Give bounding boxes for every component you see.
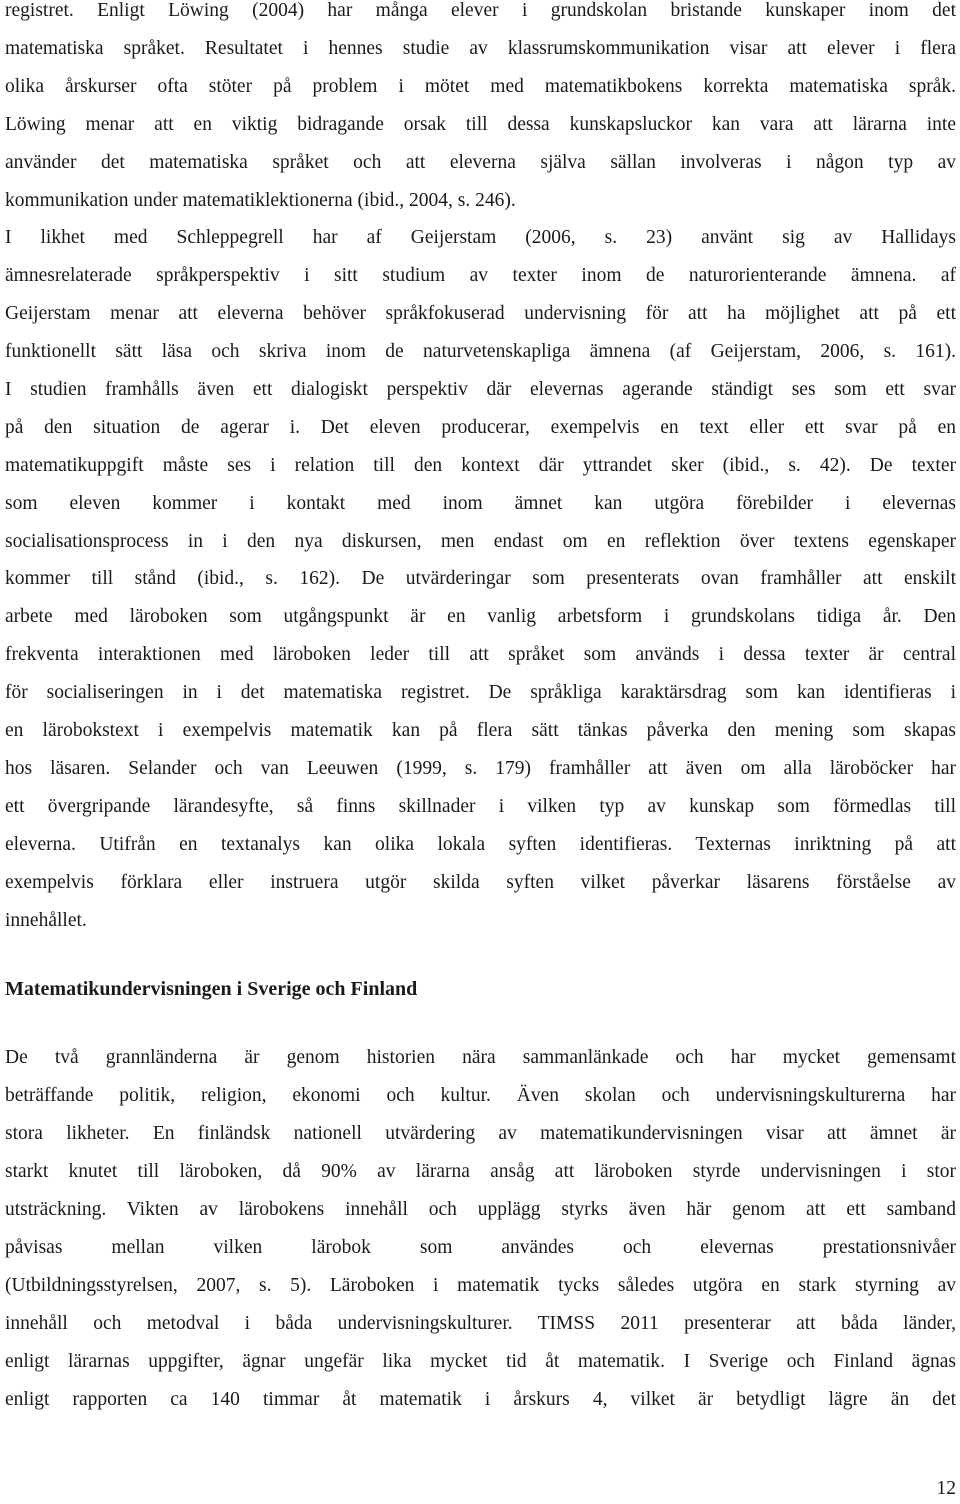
text-line: enligt lärarnas uppgifter, ägnar ungefär lika mycket tid åt matematik. I Sverige och Finland ägnas — [5, 1351, 956, 1372]
text-line: stora likheter. En finländsk nationell utvärdering av matematikundervisningen visar att ämnet är — [5, 1123, 956, 1144]
text-line: hos läsaren. Selander och van Leeuwen (1999, s. 179) framhåller att även om alla läroböcker har — [5, 758, 956, 779]
text-line: (Utbildningsstyrelsen, 2007, s. 5). Läroboken i matematik tycks således utgöra en stark styrning av — [5, 1275, 956, 1296]
text-line: exempelvis förklara eller instruera utgör skilda syften vilket påverkar läsarens förståelse av — [5, 872, 956, 893]
text-line: påvisas mellan vilken lärobok som användes och elevernas prestationsnivåer — [5, 1237, 956, 1258]
text-line: kommer till stånd (ibid., s. 162). De utvärderingar som presenterats ovan framhåller att enskilt — [5, 568, 956, 589]
text-line: socialisationsprocess in i den nya diskursen, men endast om en reflektion över textens egenskaper — [5, 531, 956, 552]
text-line: som eleven kommer i kontakt med inom ämnet kan utgöra förebilder i elevernas — [5, 493, 956, 514]
text-line: starkt knutet till läroboken, då 90% av lärarna ansåg att läroboken styrde undervisningen i stor — [5, 1161, 956, 1182]
text-line: arbete med läroboken som utgångspunkt är en vanlig arbetsform i grundskolans tidiga år. Den — [5, 606, 956, 627]
text-line: I likhet med Schleppegrell har af Geijerstam (2006, s. 23) använt sig av Hallidays — [5, 227, 956, 248]
section-heading: Matematikundervisningen i Sverige och Finland — [5, 978, 418, 1000]
text-line: funktionellt sätt läsa och skriva inom de naturvetenskapliga ämnena (af Geijerstam, 2006, s. 161). — [5, 341, 956, 362]
text-line: för socialiseringen in i det matematiska registret. De språkliga karaktärsdrag som kan identifieras i — [5, 682, 956, 703]
text-line: enligt rapporten ca 140 timmar åt matematik i årskurs 4, vilket är betydligt lägre än det — [5, 1389, 956, 1410]
text-line: beträffande politik, religion, ekonomi och kultur. Även skolan och undervisningskulturerna har — [5, 1085, 956, 1106]
text-line: De två grannländerna är genom historien nära sammanlänkade och har mycket gemensamt — [5, 1047, 956, 1068]
text-line: Löwing menar att en viktig bidragande orsak till dessa kunskapsluckor kan vara att lärarna inte — [5, 114, 956, 135]
text-line: Geijerstam menar att eleverna behöver språkfokuserad undervisning för att ha möjlighet att på ett — [5, 303, 956, 324]
text-line: en lärobokstext i exempelvis matematik kan på flera sätt tänkas påverka den mening som skapas — [5, 720, 956, 741]
text-line: I studien framhålls även ett dialogiskt perspektiv där elevernas agerande ständigt ses som ett svar — [5, 379, 956, 400]
text-line: matematikuppgift måste ses i relation till den kontext där yttrandet sker (ibid., s. 42). De texter — [5, 455, 956, 476]
text-line: använder det matematiska språket och att eleverna själva sällan involveras i någon typ av — [5, 152, 956, 173]
page-number: 12 — [936, 1478, 956, 1499]
text-line: registret. Enligt Löwing (2004) har många elever i grundskolan bristande kunskaper inom det — [5, 0, 956, 21]
text-line: matematiska språket. Resultatet i hennes studie av klassrumskommunikation visar att elever i flera — [5, 38, 956, 59]
text-line: på den situation de agerar i. Det eleven producerar, exempelvis en text eller ett svar på en — [5, 417, 956, 438]
text-line: utsträckning. Vikten av lärobokens innehåll och upplägg styrks även här genom att ett samband — [5, 1199, 956, 1220]
text-line: eleverna. Utifrån en textanalys kan olika lokala syften identifieras. Texternas inriktning på att — [5, 834, 956, 855]
text-line: ett övergripande lärandesyfte, så finns skillnader i vilken typ av kunskap som förmedlas till — [5, 796, 956, 817]
text-line: kommunikation under matematiklektionerna (ibid., 2004, s. 246). — [5, 190, 516, 211]
text-line: ämnesrelaterade språkperspektiv i sitt studium av texter inom de naturorienterande ämnena. af — [5, 265, 956, 286]
text-line: olika årskurser ofta stöter på problem i mötet med matematikbokens korrekta matematiska språk. — [5, 76, 956, 97]
text-line: innehållet. — [5, 910, 87, 931]
text-line: innehåll och metodval i båda undervisningskulturer. TIMSS 2011 presenterar att båda länder, — [5, 1313, 956, 1334]
text-line: frekventa interaktionen med läroboken leder till att språket som används i dessa texter är central — [5, 644, 956, 665]
